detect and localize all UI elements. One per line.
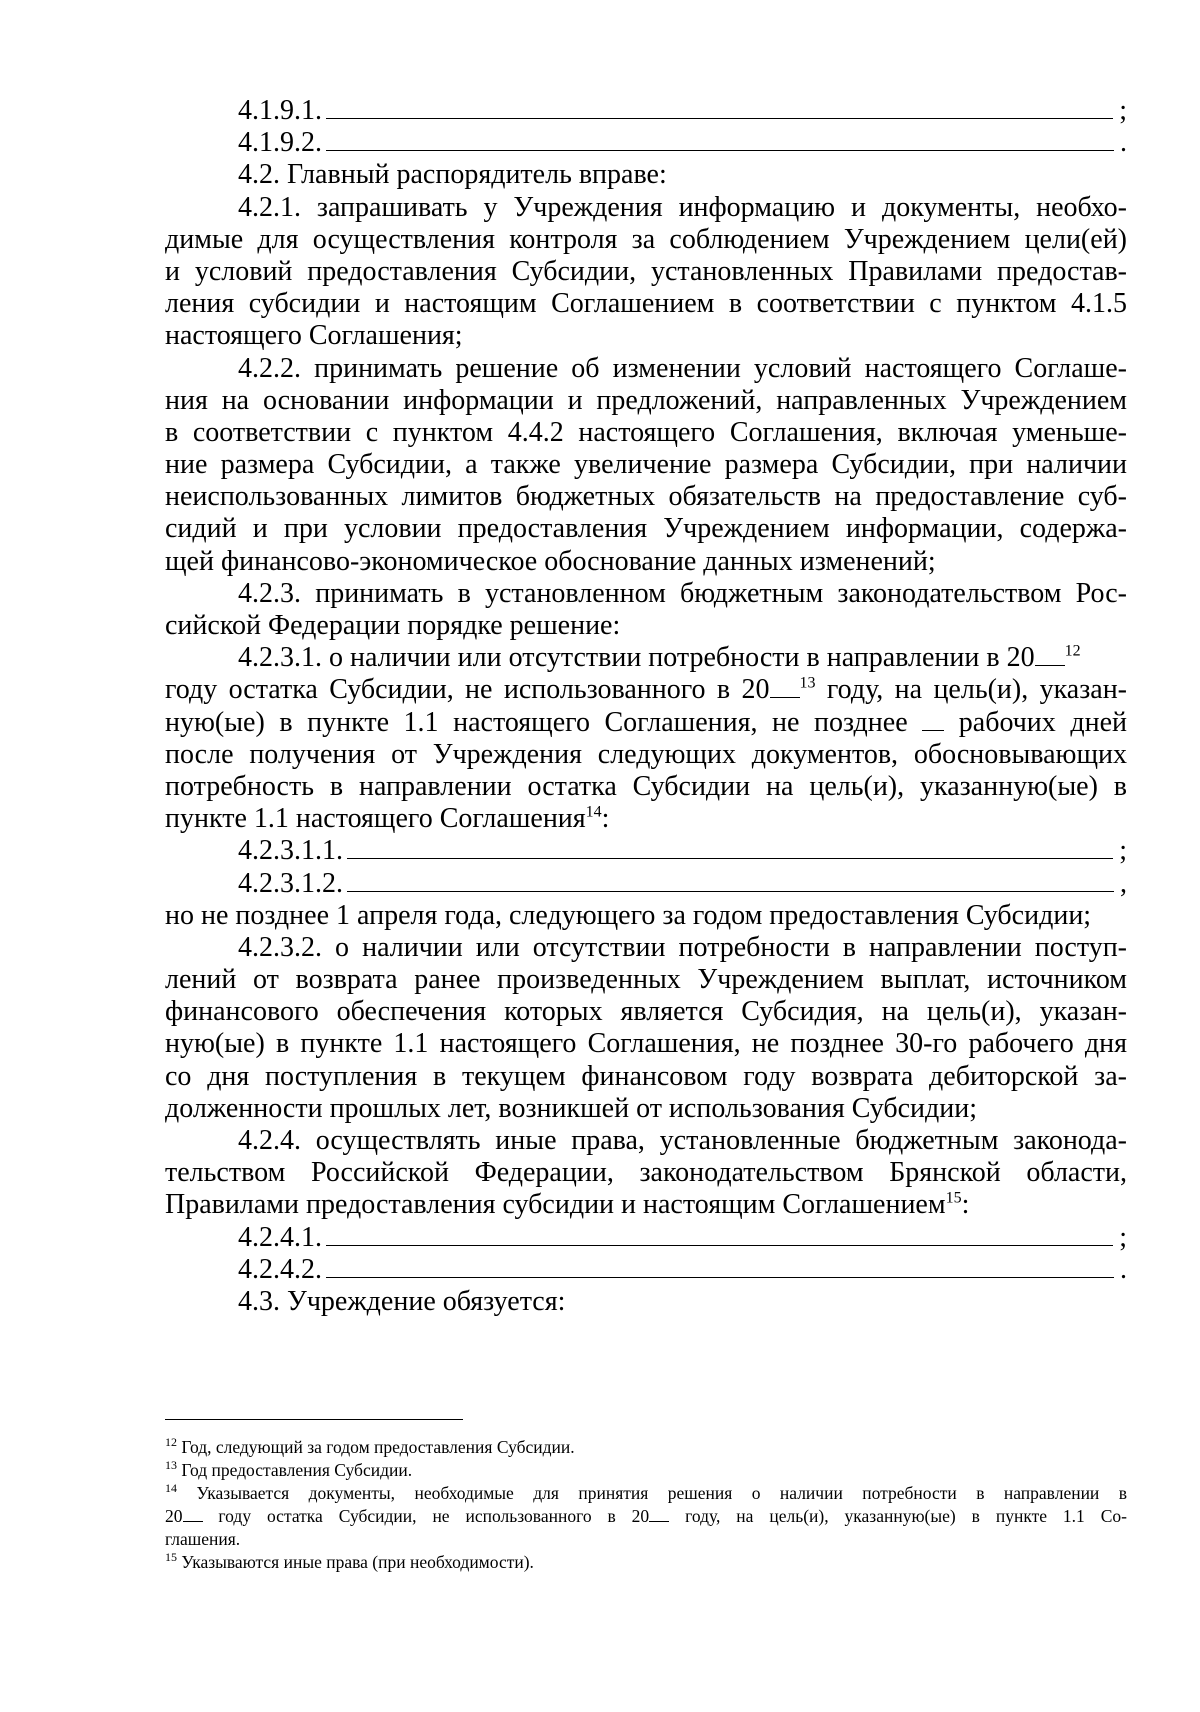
clause-4-2-heading: 4.2. Главный распорядитель вправе: [238, 159, 667, 191]
footnote-separator [165, 1419, 463, 1420]
blank-line [326, 128, 1114, 151]
blank-line [326, 1223, 1113, 1246]
clause-4-1-9-1: 4.1.9.1. ; [238, 95, 1127, 126]
days-blank [922, 710, 944, 731]
footnote-13: $^{13}$ Год предоставления Субсидии. [165, 1458, 413, 1480]
footnote-12: $^{12}$ Год, следующий за годом предоставления Субсидии. [165, 1435, 575, 1457]
clause-4-1-9-2: 4.1.9.2. . [238, 127, 1127, 159]
blank-line [326, 1255, 1114, 1278]
year-blank [183, 1507, 203, 1522]
clause-4-2-3-1: 4.2.3.1. о наличии или отсутствии потребности в направлении в 20 $^{12}$ году остатка Субсидии, не использованного в 20 $^{13}$ году, на цель(и), указан- ную(ые) в пункте 1.1 настоящего Соглашения, не позднее рабочих дней после получения от Учреждения следующих документов, обосновывающих потребность в направлении остатка Субсидии на цель(и), указанную(ые) в пункте 1.1 настоящего Соглашения$^{14}$: [165, 642, 1127, 835]
clause-4-2-3-2: 4.2.3.2. о наличии или отсутствии потребности в направлении поступ- лений от возврата ранее произведенных Учреждением выплат, источником финансового обеспечения которых является Субсидия, на цель(и), указан- ную(ые) в пункте 1.1 настоящего Соглашения, не позднее 30-го рабочего дня со дня поступления в текущем финансовом году возврата дебиторской за- долженности прошлых лет, возникшей от использования Субсидии; [165, 931, 1127, 1124]
clause-4-3-heading: 4.3. Учреждение обязуется: [238, 1285, 566, 1317]
footnote-ref-14: 14 [585, 803, 602, 821]
footnote-14: $^{14}$ Указывается документы, необходимые для принятия решения о наличии потребности в направлении в [165, 1481, 1127, 1503]
clause-4-2-4-1: 4.2.4.1. ; [238, 1221, 1127, 1253]
clause-4-2-3: 4.2.3. принимать в установленном бюджетным законодательством Рос- сийской Федерации порядке решение: [165, 577, 1127, 641]
footnotes: $^{12}$ Год, следующий за годом предоставления Субсидии. $^{13}$ Год предоставления Субсидии. $^{14}$ Указывается документы, необходимые для принятия решения о наличии потребности в направлении в 20 году остатка Субсидии, не использованного в 20 году, на цель(и), указанную(ые) в пункте 1.1 Со- глашения. $^{15}$ Указываются иные права (при необходимости). [165, 1435, 1127, 1572]
blank-line [326, 96, 1113, 119]
clause-4-2-4-2: 4.2.4.2. . [238, 1253, 1127, 1285]
footnote-15: $^{15}$ Указываются иные права (при необходимости). [165, 1550, 534, 1572]
clause-4-2-4: 4.2.4. осуществлять иные права, установленные бюджетным законода- тельством Российской Федерации, законодательством Брянской области, Правилами предоставления субсидии и настоящим Соглашением$^{15}$: [165, 1125, 1127, 1221]
footnote-ref-13: 13 [799, 675, 816, 693]
clause-4-2-3-1-2: 4.2.3.1.2. , [238, 867, 1127, 899]
year-blank [649, 1507, 669, 1522]
year-blank [1035, 645, 1065, 666]
clause-4-2-1: 4.2.1. запрашивать у Учреждения информацию и документы, необхо- димые для осуществления контроля за соблюдением Учреждением цели(ей) и условий предоставления Субсидии, установленных Правилами предостав- ления субсидии и настоящим Соглашением в соответствии с пунктом 4.1.5 настоящего Соглашения; [165, 191, 1127, 352]
footnote-ref-15: 15 [945, 1190, 962, 1208]
deadline-line: но не позднее 1 апреля года, следующего за годом предоставления Субсидии; [165, 899, 1092, 931]
clause-4-2-3-1-1: 4.2.3.1.1. ; [238, 835, 1127, 867]
clause-4-2-2: 4.2.2. принимать решение об изменении условий настоящего Соглаше- ния на основании информации и предложений, направленных Учреждением в соответствии с пунктом 4.4.2 настоящего Соглашения, включая уменьше- ние размера Субсидии, а также увеличение размера Субсидии, при наличии неиспользованных лимитов бюджетных обязательств на предоставление суб- сидий и при условии предоставления Учреждением информации, содержа- щей финансово-экономическое обоснование данных изменений; [165, 352, 1127, 577]
document-body [165, 95, 1127, 1318]
blank-line [347, 836, 1113, 859]
footnote-ref-12: 12 [1064, 642, 1081, 660]
year-blank [770, 677, 800, 698]
blank-line [347, 869, 1114, 892]
